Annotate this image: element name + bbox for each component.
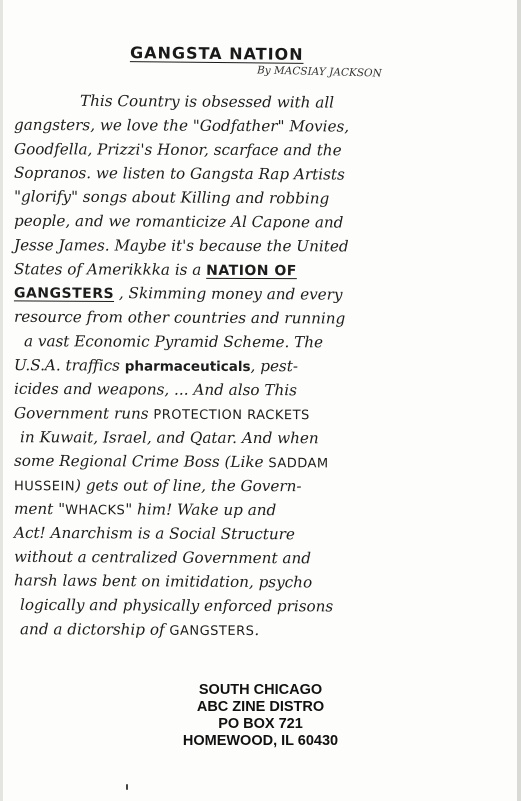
body-text-segment: , Skimming money and every bbox=[114, 284, 343, 304]
whacks-caps: WHACKS bbox=[65, 503, 126, 519]
protection-rackets-caps: PROTECTION RACKETS bbox=[153, 407, 310, 424]
body-line: icides and weapons, ... And also This bbox=[13, 379, 297, 400]
body-line: Act! Anarchism is a Social Structure bbox=[13, 523, 295, 544]
distro-address bbox=[0, 682, 521, 750]
body-line: a vast Economic Pyramid Scheme. The bbox=[23, 332, 324, 352]
body-line: gangsters, we love the "Godfather" Movies, bbox=[13, 115, 350, 136]
body-line bbox=[14, 617, 484, 643]
gangsters-caps: GANGSTERS bbox=[169, 623, 255, 640]
body-line bbox=[14, 473, 484, 499]
page-edge-right bbox=[517, 0, 521, 801]
gangsters-underlined: GANGSTERS bbox=[13, 285, 115, 303]
body-text-segment: and a dictorship of bbox=[19, 620, 170, 639]
body-line bbox=[14, 401, 484, 427]
body-line bbox=[14, 353, 484, 379]
byline: By MACSIAY JACKSON bbox=[256, 64, 382, 80]
body-line: This Country is obsessed with all bbox=[79, 91, 335, 112]
address-line-4: HOMEWOOD, IL 60430 bbox=[182, 733, 339, 749]
body-text-segment: States of Amerikkka is a bbox=[13, 260, 207, 279]
body-line bbox=[14, 497, 484, 523]
body-line: Jesse James. Maybe it's because the United bbox=[13, 236, 349, 256]
hussein-caps: HUSSEIN bbox=[13, 479, 76, 495]
address-line-3: PO BOX 721 bbox=[218, 716, 303, 732]
pharmaceuticals-bold: pharmaceuticals bbox=[124, 358, 251, 376]
body-text-segment: " him! Wake up and bbox=[125, 500, 277, 520]
body-text-segment: ) gets out of line, the Govern- bbox=[75, 476, 302, 496]
body-line: resource from other countries and running bbox=[13, 307, 346, 328]
body-line: harsh laws bent on imitidation, psycho bbox=[13, 571, 313, 592]
body-line: Goodfella, Prizzi's Honor, scarface and the bbox=[13, 140, 342, 160]
page-title: GANGSTA NATION bbox=[129, 43, 304, 64]
body-line bbox=[14, 449, 484, 475]
body-text-segment: Government runs bbox=[13, 404, 154, 423]
body-line: people, and we romanticize Al Capone and bbox=[13, 211, 344, 232]
body-line: logically and physically enforced prisons bbox=[19, 595, 334, 616]
address-line-2: ABC ZINE DISTRO bbox=[196, 699, 325, 715]
body-line: Sopranos. we listen to Gangsta Rap Artists bbox=[13, 163, 345, 184]
saddam-caps: SADDAM bbox=[268, 456, 329, 472]
body-text-segment: U.S.A. traffics bbox=[13, 356, 125, 375]
body-text-segment: . bbox=[254, 621, 260, 640]
body-line bbox=[14, 257, 484, 283]
page-edge-left bbox=[0, 0, 3, 801]
paper-speck bbox=[126, 784, 128, 790]
body-text-segment: ment " bbox=[13, 499, 66, 519]
body-line bbox=[14, 280, 484, 307]
body-text-segment: some Regional Crime Boss (Like bbox=[13, 451, 269, 472]
body-line: in Kuwait, Israel, and Qatar. And when bbox=[19, 428, 319, 448]
address-line-1: SOUTH CHICAGO bbox=[198, 682, 323, 698]
handwritten-body bbox=[14, 90, 484, 642]
body-line: "glorify" songs about Killing and robbing bbox=[13, 187, 330, 208]
body-text-segment: , pest- bbox=[250, 357, 299, 376]
body-line: without a centralized Government and bbox=[13, 547, 312, 568]
nation-of-underlined: NATION OF bbox=[206, 262, 297, 280]
